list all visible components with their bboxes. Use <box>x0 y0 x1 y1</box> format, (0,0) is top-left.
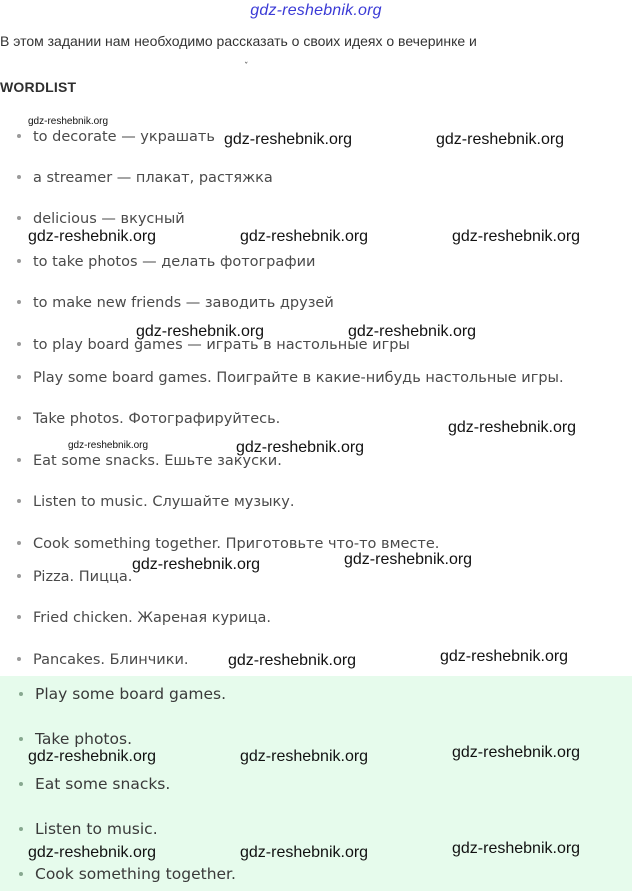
list-item <box>17 491 294 513</box>
watermark: gdz-reshebnik.org <box>348 323 477 340</box>
watermark: gdz-reshebnik.org <box>452 744 581 761</box>
list-item <box>19 682 226 706</box>
list-item <box>17 251 315 273</box>
list-item <box>17 408 280 430</box>
bullet-icon <box>17 416 21 420</box>
list-item-text: Listen to music. Слушайте музыку. <box>33 494 295 510</box>
watermark: gdz-reshebnik.org <box>132 556 261 573</box>
watermark: gdz-reshebnik.org <box>28 844 157 861</box>
bullet-icon <box>17 175 21 179</box>
list-item <box>19 817 158 841</box>
watermark: gdz-reshebnik.org <box>224 131 353 148</box>
watermark: gdz-reshebnik.org <box>440 648 569 665</box>
watermark: gdz-reshebnik.org <box>344 551 473 568</box>
list-item-text: to make new friends — заводить друзей <box>33 295 334 311</box>
bullet-icon <box>17 300 21 304</box>
list-item <box>17 607 271 629</box>
bullet-icon <box>19 782 23 786</box>
bullet-icon <box>17 499 21 503</box>
watermark: gdz-reshebnik.org <box>452 840 581 857</box>
watermark: gdz-reshebnik.org <box>68 440 149 451</box>
list-item-text: to play board games — играть в настольные игры <box>33 337 410 353</box>
list-item-text: a streamer — плакат, растяжка <box>33 170 273 186</box>
watermark: gdz-reshebnik.org <box>448 419 577 436</box>
intro-cutoff-mark: ˇ <box>244 62 249 72</box>
list-item <box>17 649 189 671</box>
bullet-icon <box>17 134 21 138</box>
list-item <box>19 772 170 796</box>
bullet-icon <box>17 458 21 462</box>
watermark: gdz-reshebnik.org <box>228 652 357 669</box>
list-item <box>19 862 236 886</box>
bullet-icon <box>17 541 21 545</box>
bullet-icon <box>19 692 23 696</box>
bullet-icon <box>17 216 21 220</box>
list-item <box>17 167 273 189</box>
watermark: gdz-reshebnik.org <box>452 228 581 245</box>
watermark: gdz-reshebnik.org <box>236 439 365 456</box>
bullet-icon <box>19 872 23 876</box>
list-item <box>17 292 334 314</box>
watermark: gdz-reshebnik.org <box>240 228 369 245</box>
bullet-icon <box>17 615 21 619</box>
list-item-text: to decorate — украшать <box>33 129 215 145</box>
watermark: gdz-reshebnik.org <box>136 323 265 340</box>
watermark: gdz-reshebnik.org <box>28 228 157 245</box>
list-item-text: Pizza. Пицца. <box>33 569 133 585</box>
list-item-text: Eat some snacks. Ешьте закуски. <box>33 453 282 469</box>
bullet-icon <box>17 574 21 578</box>
list-item-text: Pancakes. Блинчики. <box>33 652 189 668</box>
watermark: gdz-reshebnik.org <box>240 844 369 861</box>
answer-text: Cook something together. <box>35 865 236 883</box>
list-item <box>17 367 564 389</box>
bullet-icon <box>19 737 23 741</box>
list-item <box>17 126 215 148</box>
intro-paragraph: В этом задании нам необходимо рассказать о своих идеях о вечеринке и <box>0 33 477 49</box>
answer-text: Play some board games. <box>35 685 227 703</box>
bullet-icon <box>17 657 21 661</box>
list-item-text: Fried chicken. Жареная курица. <box>33 610 272 626</box>
list-item <box>17 208 185 230</box>
list-item-text: Take photos. Фотографируйтесь. <box>33 411 281 427</box>
site-header-watermark: gdz-reshebnik.org <box>250 2 382 19</box>
list-item-text: Play some board games. Поиграйте в какие-нибудь настольные игры. <box>33 370 564 386</box>
watermark: gdz-reshebnik.org <box>436 131 565 148</box>
answer-text: Eat some snacks. <box>35 775 171 793</box>
watermark: gdz-reshebnik.org <box>28 748 157 765</box>
list-item <box>17 566 132 588</box>
answer-text: Take photos. <box>35 730 132 748</box>
watermark: gdz-reshebnik.org <box>240 748 369 765</box>
list-item-text: delicious — вкусный <box>33 211 185 227</box>
list-item-text: Cook something together. Приготовьте что-то вместе. <box>33 536 440 552</box>
wordlist-heading: WORDLIST <box>0 79 77 95</box>
bullet-icon <box>17 259 21 263</box>
bullet-icon <box>17 342 21 346</box>
watermark: gdz-reshebnik.org <box>28 116 109 127</box>
bullet-icon <box>19 827 23 831</box>
bullet-icon <box>17 375 21 379</box>
answer-text: Listen to music. <box>35 820 158 838</box>
list-item-text: to take photos — делать фотографии <box>33 254 316 270</box>
